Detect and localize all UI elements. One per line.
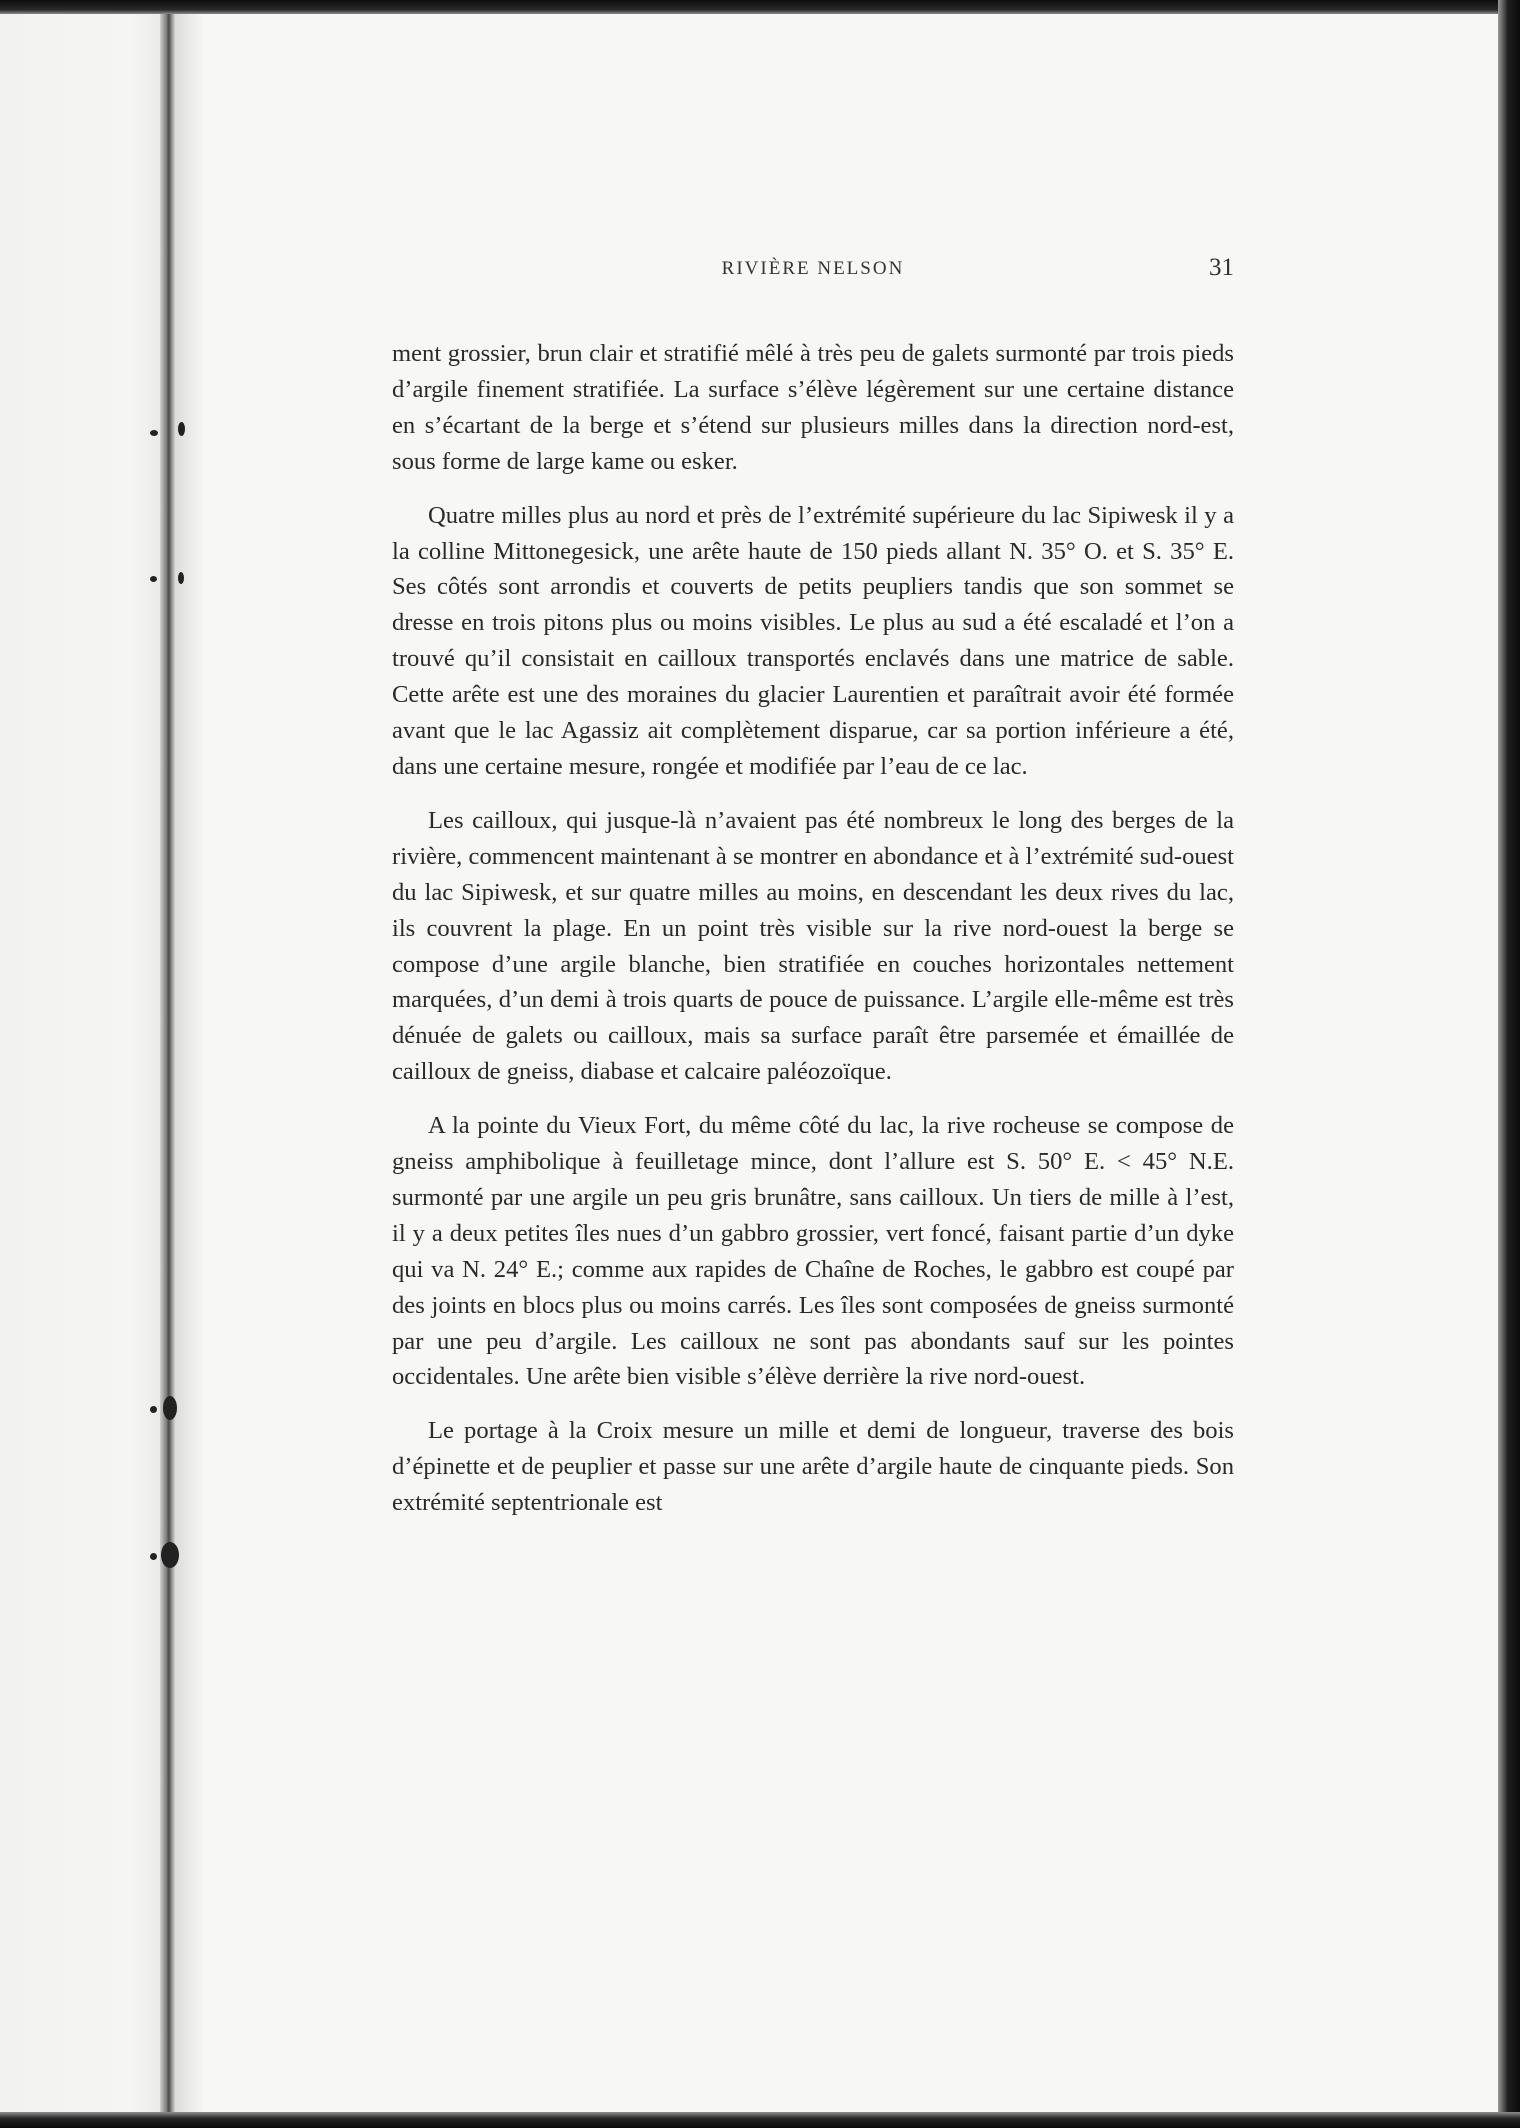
scan-border-top (0, 0, 1520, 14)
paragraph: Quatre milles plus au nord et près de l’extrémité supérieure du lac Sipiwesk il y a la colline Mittonegesick, une arête haute de 150 pieds allant N. 35° O. et S. 35° E. Ses côtés sont arrondis et couverts de petits peupliers tandis que son sommet se dresse en trois pitons plus ou moins visibles. Le plus au sud a été escaladé et l’on a trouvé qu’il consistait en cailloux transportés enclavés dans une matrice de sable. Cette arête est une des moraines du glacier Laurentien et paraîtrait avoir été formée avant que le lac Agassiz ait complètement disparue, car sa portion inférieure a été, dans une certaine mesure, rongée et modifiée par l’eau de ce lac. (392, 501, 1234, 780)
running-head: RIVIÈRE NELSON (721, 258, 905, 279)
binding-shadow (176, 14, 204, 2112)
binding-mark (150, 1406, 157, 1413)
scan-border-right (1498, 0, 1520, 2128)
page-number: 31 (1209, 254, 1234, 281)
binding-mark (161, 1542, 179, 1568)
binding-mark (178, 422, 185, 436)
page-header (392, 254, 1234, 298)
paragraph: Les cailloux, qui jusque-là n’avaient pas été nombreux le long des berges de la rivière, commencent maintenant à se montrer en abondance et à l’extrémité sud-ouest du lac Sipiwesk, et sur quatre milles au moins, en descendant les deux rives du lac, ils couvrent la plage. En un point très visible sur la rive nord-ouest la berge se compose d’une argile blanche, bien stratifiée en couches horizontales nettement marquées, d’un demi à trois quarts de pouce de puissance. L’argile elle-même est très dénuée de galets ou cailloux, mais sa surface paraît être parsemée et émaillée de cailloux de gneiss, diabase et calcaire paléozoïque. (392, 806, 1234, 1086)
paragraph: A la pointe du Vieux Fort, du même côté du lac, la rive rocheuse se compose de gneiss amphibolique à feuilletage mince, dont l’allure est S. 50° E. < 45° N.E. surmonté par une argile un peu gris brunâtre, sans cailloux. Un tiers de mille à l’est, il y a deux petites îles nues d’un gabbro grossier, vert foncé, faisant partie d’un dyke qui va N. 24° E.; comme aux rapides de Chaîne de Roches, le gabbro est coupé par des joints en blocs plus ou moins carrés. Les îles sont composées de gneiss surmonté par une peu d’argile. Les cailloux ne sont pas abondants sauf sur les pointes occidentales. Une arête bien visible s’élève derrière la rive nord-ouest. (392, 1112, 1234, 1391)
binding-mark (150, 576, 157, 582)
facing-page-margin (0, 14, 165, 2112)
page-text (392, 254, 1234, 1521)
paragraph: Le portage à la Croix mesure un mille et demi de longueur, traverse des bois d’épinette et de peuplier et passe sur une arête d’argile haute de cinquante pieds. Son extrémité septentrionale est (392, 1417, 1234, 1517)
book-binding (160, 14, 176, 2112)
binding-mark (150, 1553, 157, 1560)
binding-mark (178, 572, 184, 584)
scan-border-bottom (0, 2112, 1520, 2128)
paragraph: ment grossier, brun clair et stratifié mêlé à très peu de galets surmonté par trois pieds d’argile finement stratifiée. La surface s’élève légèrement sur une certaine distance en s’écartant de la berge et s’étend sur plusieurs milles dans la direction nord-est, sous forme de large kame ou esker. (392, 340, 1234, 475)
binding-mark (163, 1396, 177, 1420)
binding-mark (150, 430, 158, 436)
